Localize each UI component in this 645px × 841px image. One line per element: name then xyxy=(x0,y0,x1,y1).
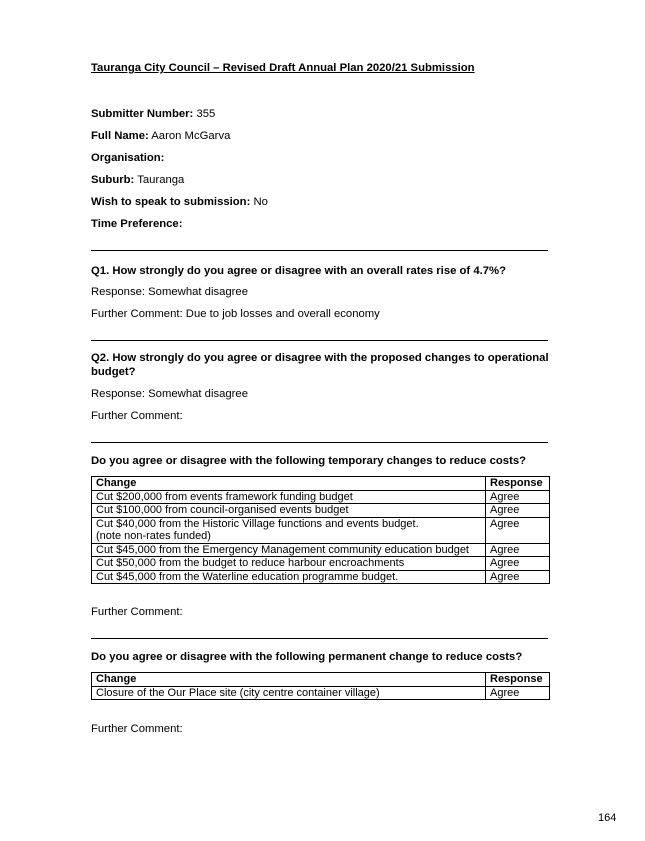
divider xyxy=(91,638,548,639)
table-cell-change-line2: (note non-rates funded) xyxy=(96,530,211,542)
page-number: 164 xyxy=(598,812,617,824)
organisation-label: Organisation: xyxy=(91,152,165,164)
suburb-field xyxy=(91,174,184,186)
table-cell-response: Agree xyxy=(486,686,550,700)
divider xyxy=(91,250,548,251)
permanent-change-table xyxy=(91,672,550,700)
divider xyxy=(91,442,548,443)
table-cell-change: Cut $200,000 from events framework funding budget xyxy=(92,490,486,504)
table-header-change: Change xyxy=(92,673,486,687)
table-cell-change: Closure of the Our Place site (city centre container village) xyxy=(92,686,486,700)
q2-question: Q2. How strongly do you agree or disagree with the proposed changes to operational budget? xyxy=(91,352,549,378)
full-name-value: Aaron McGarva xyxy=(151,130,231,142)
time-preference-field xyxy=(91,218,182,230)
table-row xyxy=(92,490,550,504)
table-cell-response: Agree xyxy=(486,490,550,504)
table-header-change: Change xyxy=(92,477,486,491)
table-header-row xyxy=(92,673,550,687)
table-header-response: Response xyxy=(486,673,550,687)
table-cell-response: Agree xyxy=(486,517,550,543)
table-cell-change: Cut $45,000 from the Waterline education programme budget. xyxy=(92,570,486,584)
table-cell-change: Cut $100,000 from council-organised events budget xyxy=(92,504,486,518)
temporary-changes-table xyxy=(91,476,550,584)
table-row xyxy=(92,543,550,557)
document-title: Tauranga City Council – Revised Draft Annual Plan 2020/21 Submission xyxy=(91,62,475,74)
submitter-number-label: Submitter Number: xyxy=(91,108,194,120)
wish-to-speak-value: No xyxy=(253,196,268,208)
submitter-number-value: 355 xyxy=(196,108,216,120)
q2-response: Response: Somewhat disagree xyxy=(91,388,248,400)
permanent-change-comment: Further Comment: xyxy=(91,723,183,735)
table-row xyxy=(92,517,550,543)
table-header-row xyxy=(92,477,550,491)
table-cell-change: Cut $45,000 from the Emergency Management community education budget xyxy=(92,543,486,557)
table-row xyxy=(92,686,550,700)
divider xyxy=(91,340,548,341)
table-row xyxy=(92,570,550,584)
time-preference-label: Time Preference: xyxy=(91,218,183,230)
full-name-field xyxy=(91,130,230,142)
table-cell-change: Cut $50,000 from the budget to reduce harbour encroachments xyxy=(92,557,486,571)
table-cell-response: Agree xyxy=(486,504,550,518)
submitter-number-field xyxy=(91,108,215,120)
table-cell-response: Agree xyxy=(486,543,550,557)
temporary-changes-comment: Further Comment: xyxy=(91,606,183,618)
q1-comment: Further Comment: Due to job losses and overall economy xyxy=(91,308,380,320)
wish-to-speak-label: Wish to speak to submission: xyxy=(91,196,251,208)
wish-to-speak-field xyxy=(91,196,268,208)
table-cell-change xyxy=(92,517,486,543)
suburb-label: Suburb: xyxy=(91,174,135,186)
full-name-label: Full Name: xyxy=(91,130,149,142)
table-cell-response: Agree xyxy=(486,570,550,584)
organisation-field xyxy=(91,152,164,164)
suburb-value: Tauranga xyxy=(137,174,185,186)
table-cell-response: Agree xyxy=(486,557,550,571)
table-header-response: Response xyxy=(486,477,550,491)
table-cell-change-line1: Cut $40,000 from the Historic Village functions and events budget. xyxy=(96,517,419,530)
q1-question: Q1. How strongly do you agree or disagree with an overall rates rise of 4.7%? xyxy=(91,265,506,277)
table-row xyxy=(92,557,550,571)
q2-comment: Further Comment: xyxy=(91,410,183,422)
permanent-change-question: Do you agree or disagree with the following permanent change to reduce costs? xyxy=(91,651,523,663)
temporary-changes-question: Do you agree or disagree with the following temporary changes to reduce costs? xyxy=(91,455,527,467)
q1-response: Response: Somewhat disagree xyxy=(91,286,248,298)
table-row xyxy=(92,504,550,518)
